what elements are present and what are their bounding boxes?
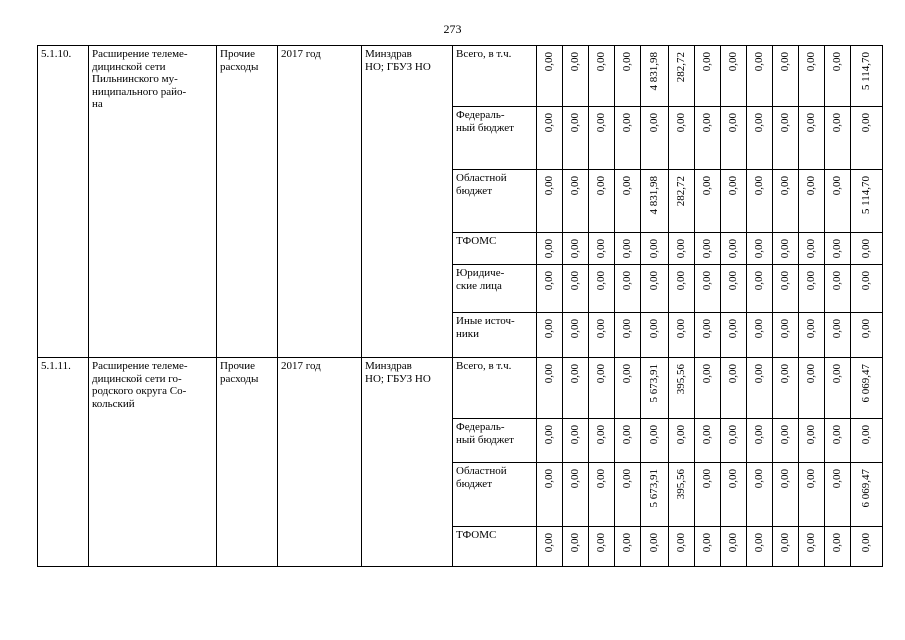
amount-cell (537, 313, 563, 358)
amount-value: 0,00 (701, 52, 714, 72)
amount-value: 0,00 (543, 176, 556, 196)
amount-value: 0,00 (595, 425, 608, 445)
amount-value: 0,00 (621, 364, 634, 384)
amount-value: 0,00 (727, 425, 740, 445)
amount-cell (799, 527, 825, 567)
amount-value: 0,00 (831, 176, 844, 196)
amount-value: 0,00 (753, 176, 766, 196)
amount-value: 0,00 (753, 533, 766, 553)
amount-value: 0,00 (595, 271, 608, 291)
amount-value: 0,00 (569, 239, 582, 259)
amount-value: 0,00 (805, 52, 818, 72)
amount-cell (615, 170, 641, 233)
amount-value: 0,00 (779, 533, 792, 553)
amount-cell (747, 463, 773, 527)
section-executor: Минздрав НО; ГБУЗ НО (362, 358, 453, 567)
amount-value: 0,00 (727, 319, 740, 339)
amount-value: 0,00 (727, 271, 740, 291)
amount-value: 0,00 (805, 239, 818, 259)
amount-value: 0,00 (569, 469, 582, 489)
amount-value: 0,00 (595, 364, 608, 384)
amount-cell (615, 313, 641, 358)
amount-cell (851, 358, 883, 419)
amount-cell (695, 419, 721, 463)
amount-cell (669, 419, 695, 463)
amount-value: 0,00 (831, 533, 844, 553)
amount-value: 0,00 (675, 425, 688, 445)
amount-cell (669, 233, 695, 265)
amount-cell (615, 265, 641, 313)
amount-value: 0,00 (779, 425, 792, 445)
amount-cell (537, 107, 563, 170)
amount-value: 0,00 (779, 52, 792, 72)
amount-value: 0,00 (831, 271, 844, 291)
amount-value: 0,00 (779, 176, 792, 196)
amount-value: 0,00 (753, 52, 766, 72)
amount-cell (773, 419, 799, 463)
amount-cell (747, 313, 773, 358)
amount-value: 0,00 (779, 469, 792, 489)
amount-cell (641, 313, 669, 358)
amount-value: 0,00 (595, 52, 608, 72)
amount-value: 0,00 (569, 319, 582, 339)
amount-value: 0,00 (621, 533, 634, 553)
amount-cell (799, 233, 825, 265)
amount-cell (825, 170, 851, 233)
amount-value: 0,00 (621, 113, 634, 133)
amount-cell (747, 527, 773, 567)
amount-value: 0,00 (675, 271, 688, 291)
amount-cell (695, 107, 721, 170)
amount-cell (695, 233, 721, 265)
amount-value: 0,00 (701, 364, 714, 384)
amount-value: 0,00 (701, 425, 714, 445)
amount-cell (851, 170, 883, 233)
amount-cell (851, 313, 883, 358)
amount-value: 0,00 (621, 425, 634, 445)
amount-cell (615, 358, 641, 419)
funding-source: Федераль- ный бюджет (453, 419, 537, 463)
amount-value: 0,00 (860, 113, 873, 133)
amount-cell (695, 358, 721, 419)
amount-value: 0,00 (543, 425, 556, 445)
amount-value: 0,00 (805, 113, 818, 133)
amount-cell (589, 463, 615, 527)
amount-value: 0,00 (727, 469, 740, 489)
amount-value: 0,00 (701, 239, 714, 259)
amount-value: 0,00 (569, 113, 582, 133)
amount-cell (669, 46, 695, 107)
amount-value: 0,00 (805, 319, 818, 339)
funding-source: Иные источ- ники (453, 313, 537, 358)
amount-cell (721, 463, 747, 527)
amount-value: 0,00 (805, 271, 818, 291)
amount-value: 0,00 (701, 176, 714, 196)
amount-cell (537, 527, 563, 567)
amount-value: 0,00 (569, 271, 582, 291)
amount-cell (641, 463, 669, 527)
amount-cell (563, 419, 589, 463)
amount-cell (773, 46, 799, 107)
amount-value: 0,00 (831, 469, 844, 489)
amount-value: 0,00 (701, 319, 714, 339)
amount-value: 0,00 (621, 176, 634, 196)
funding-source: ТФОМС (453, 233, 537, 265)
amount-value: 0,00 (831, 113, 844, 133)
amount-value: 0,00 (621, 239, 634, 259)
amount-value: 395,56 (675, 364, 688, 395)
amount-cell (747, 170, 773, 233)
amount-cell (747, 46, 773, 107)
amount-value: 0,00 (831, 52, 844, 72)
amount-value: 0,00 (621, 271, 634, 291)
amount-cell (773, 265, 799, 313)
amount-cell (537, 463, 563, 527)
amount-cell (851, 46, 883, 107)
amount-value: 0,00 (569, 176, 582, 196)
amount-value: 0,00 (543, 271, 556, 291)
amount-value: 0,00 (701, 271, 714, 291)
amount-value: 0,00 (543, 364, 556, 384)
amount-value: 0,00 (648, 271, 661, 291)
amount-cell (615, 527, 641, 567)
amount-cell (773, 527, 799, 567)
amount-cell (747, 358, 773, 419)
amount-cell (669, 463, 695, 527)
section-name: Расширение телеме- дицинской сети го- родского округа Со- кольский (89, 358, 217, 567)
amount-cell (695, 170, 721, 233)
amount-cell (825, 107, 851, 170)
amount-cell (825, 233, 851, 265)
amount-cell (773, 313, 799, 358)
funding-source: Всего, в т.ч. (453, 358, 537, 419)
expense-type: Прочие расходы (217, 46, 278, 358)
amount-cell (615, 463, 641, 527)
amount-value: 0,00 (753, 364, 766, 384)
expense-type: Прочие расходы (217, 358, 278, 567)
amount-value: 0,00 (805, 469, 818, 489)
amount-cell (747, 233, 773, 265)
amount-value: 0,00 (753, 113, 766, 133)
amount-cell (851, 419, 883, 463)
amount-cell (537, 46, 563, 107)
amount-cell (641, 265, 669, 313)
amount-value: 0,00 (595, 319, 608, 339)
funding-source: Федераль- ный бюджет (453, 107, 537, 170)
amount-cell (589, 107, 615, 170)
amount-cell (773, 358, 799, 419)
section-year: 2017 год (278, 358, 362, 567)
amount-value: 0,00 (595, 239, 608, 259)
amount-value: 0,00 (860, 319, 873, 339)
table-row (38, 358, 883, 419)
amount-value: 5 114,70 (860, 52, 873, 91)
amount-cell (851, 527, 883, 567)
amount-value: 5 673,91 (648, 469, 661, 508)
funding-source: Областной бюджет (453, 170, 537, 233)
amount-cell (537, 419, 563, 463)
amount-cell (799, 265, 825, 313)
amount-value: 0,00 (860, 425, 873, 445)
page-number: 273 (443, 22, 462, 36)
amount-value: 0,00 (779, 319, 792, 339)
amount-cell (721, 233, 747, 265)
amount-value: 0,00 (805, 533, 818, 553)
amount-value: 4 831,98 (648, 176, 661, 215)
amount-cell (537, 233, 563, 265)
amount-cell (589, 170, 615, 233)
amount-cell (589, 265, 615, 313)
amount-cell (669, 107, 695, 170)
amount-value: 0,00 (595, 113, 608, 133)
amount-value: 0,00 (779, 239, 792, 259)
amount-cell (669, 265, 695, 313)
amount-cell (537, 265, 563, 313)
amount-value: 0,00 (753, 319, 766, 339)
amount-value: 0,00 (595, 469, 608, 489)
amount-cell (721, 170, 747, 233)
funding-source: Областной бюджет (453, 463, 537, 527)
amount-value: 0,00 (779, 271, 792, 291)
amount-cell (799, 107, 825, 170)
amount-cell (799, 46, 825, 107)
amount-value: 0,00 (805, 176, 818, 196)
amount-value: 0,00 (569, 425, 582, 445)
amount-cell (537, 170, 563, 233)
amount-cell (773, 107, 799, 170)
amount-value: 0,00 (701, 533, 714, 553)
amount-value: 0,00 (831, 425, 844, 445)
funding-source: ТФОМС (453, 527, 537, 567)
amount-cell (721, 358, 747, 419)
amount-cell (721, 313, 747, 358)
amount-cell (669, 170, 695, 233)
amount-cell (641, 419, 669, 463)
amount-value: 0,00 (543, 52, 556, 72)
amount-cell (563, 358, 589, 419)
amount-value: 395,56 (675, 469, 688, 500)
amount-cell (721, 107, 747, 170)
amount-value: 0,00 (701, 113, 714, 133)
amount-cell (615, 233, 641, 265)
amount-cell (851, 107, 883, 170)
amount-cell (641, 170, 669, 233)
amount-value: 6 069,47 (860, 469, 873, 508)
amount-cell (563, 527, 589, 567)
amount-cell (825, 265, 851, 313)
amount-cell (615, 107, 641, 170)
amount-cell (589, 419, 615, 463)
amount-value: 0,00 (569, 52, 582, 72)
section-executor: Минздрав НО; ГБУЗ НО (362, 46, 453, 358)
amount-value: 0,00 (701, 469, 714, 489)
amount-value: 0,00 (648, 425, 661, 445)
amount-cell (825, 463, 851, 527)
amount-value: 0,00 (753, 425, 766, 445)
amount-cell (563, 265, 589, 313)
amount-value: 0,00 (727, 239, 740, 259)
amount-cell (747, 265, 773, 313)
amount-value: 0,00 (543, 239, 556, 259)
section-id: 5.1.10. (38, 46, 89, 358)
amount-cell (773, 233, 799, 265)
amount-cell (641, 46, 669, 107)
amount-value: 5 114,70 (860, 176, 873, 215)
amount-value: 0,00 (543, 533, 556, 553)
amount-cell (799, 170, 825, 233)
amount-value: 4 831,98 (648, 52, 661, 91)
amount-value: 0,00 (648, 239, 661, 259)
amount-value: 0,00 (727, 52, 740, 72)
amount-cell (721, 527, 747, 567)
amount-cell (851, 265, 883, 313)
amount-cell (563, 463, 589, 527)
amount-cell (589, 46, 615, 107)
amount-cell (669, 313, 695, 358)
amount-value: 0,00 (595, 176, 608, 196)
amount-cell (721, 265, 747, 313)
amount-cell (825, 358, 851, 419)
funding-source: Юридиче- ские лица (453, 265, 537, 313)
amount-cell (695, 265, 721, 313)
amount-cell (589, 527, 615, 567)
amount-value: 0,00 (860, 533, 873, 553)
amount-value: 0,00 (543, 469, 556, 489)
amount-cell (747, 419, 773, 463)
amount-cell (563, 313, 589, 358)
amount-cell (825, 46, 851, 107)
amount-cell (825, 527, 851, 567)
amount-value: 0,00 (860, 239, 873, 259)
table-row (38, 46, 883, 107)
amount-value: 0,00 (569, 533, 582, 553)
amount-value: 0,00 (543, 319, 556, 339)
amount-cell (589, 358, 615, 419)
amount-cell (825, 313, 851, 358)
amount-value: 0,00 (648, 533, 661, 553)
amount-value: 0,00 (727, 533, 740, 553)
amount-cell (615, 419, 641, 463)
amount-value: 0,00 (675, 113, 688, 133)
amount-value: 0,00 (543, 113, 556, 133)
amount-value: 0,00 (727, 364, 740, 384)
amount-value: 0,00 (831, 319, 844, 339)
amount-value: 0,00 (831, 364, 844, 384)
amount-cell (563, 107, 589, 170)
amount-value: 0,00 (727, 176, 740, 196)
amount-value: 0,00 (779, 364, 792, 384)
amount-value: 0,00 (675, 319, 688, 339)
amount-cell (641, 358, 669, 419)
amount-value: 0,00 (648, 319, 661, 339)
amount-value: 0,00 (727, 113, 740, 133)
amount-cell (799, 419, 825, 463)
amount-value: 0,00 (648, 113, 661, 133)
amount-cell (799, 358, 825, 419)
amount-cell (615, 46, 641, 107)
amount-value: 0,00 (753, 469, 766, 489)
budget-table (37, 45, 883, 567)
amount-value: 0,00 (621, 52, 634, 72)
amount-cell (851, 233, 883, 265)
amount-cell (773, 170, 799, 233)
amount-value: 0,00 (805, 364, 818, 384)
amount-cell (695, 46, 721, 107)
amount-cell (563, 46, 589, 107)
amount-value: 0,00 (753, 239, 766, 259)
amount-cell (851, 463, 883, 527)
amount-value: 0,00 (675, 533, 688, 553)
amount-value: 0,00 (805, 425, 818, 445)
amount-cell (563, 170, 589, 233)
amount-cell (695, 313, 721, 358)
amount-value: 0,00 (860, 271, 873, 291)
amount-value: 5 673,91 (648, 364, 661, 403)
amount-cell (721, 46, 747, 107)
amount-cell (695, 527, 721, 567)
amount-value: 0,00 (621, 319, 634, 339)
amount-value: 282,72 (675, 52, 688, 83)
amount-cell (773, 463, 799, 527)
amount-cell (641, 233, 669, 265)
section-name: Расширение телеме- дицинской сети Пильнинского му- ниципального райо- на (89, 46, 217, 358)
amount-cell (641, 107, 669, 170)
amount-value: 0,00 (675, 239, 688, 259)
amount-value: 0,00 (595, 533, 608, 553)
funding-source: Всего, в т.ч. (453, 46, 537, 107)
amount-cell (721, 419, 747, 463)
amount-value: 0,00 (831, 239, 844, 259)
amount-cell (641, 527, 669, 567)
amount-cell (589, 313, 615, 358)
amount-cell (589, 233, 615, 265)
amount-value: 6 069,47 (860, 364, 873, 403)
amount-value: 282,72 (675, 176, 688, 207)
amount-cell (537, 358, 563, 419)
amount-cell (669, 527, 695, 567)
amount-value: 0,00 (753, 271, 766, 291)
amount-cell (747, 107, 773, 170)
section-id: 5.1.11. (38, 358, 89, 567)
amount-cell (825, 419, 851, 463)
amount-cell (695, 463, 721, 527)
amount-cell (799, 463, 825, 527)
amount-value: 0,00 (779, 113, 792, 133)
amount-cell (669, 358, 695, 419)
amount-cell (799, 313, 825, 358)
amount-value: 0,00 (569, 364, 582, 384)
amount-cell (563, 233, 589, 265)
amount-value: 0,00 (621, 469, 634, 489)
section-year: 2017 год (278, 46, 362, 358)
